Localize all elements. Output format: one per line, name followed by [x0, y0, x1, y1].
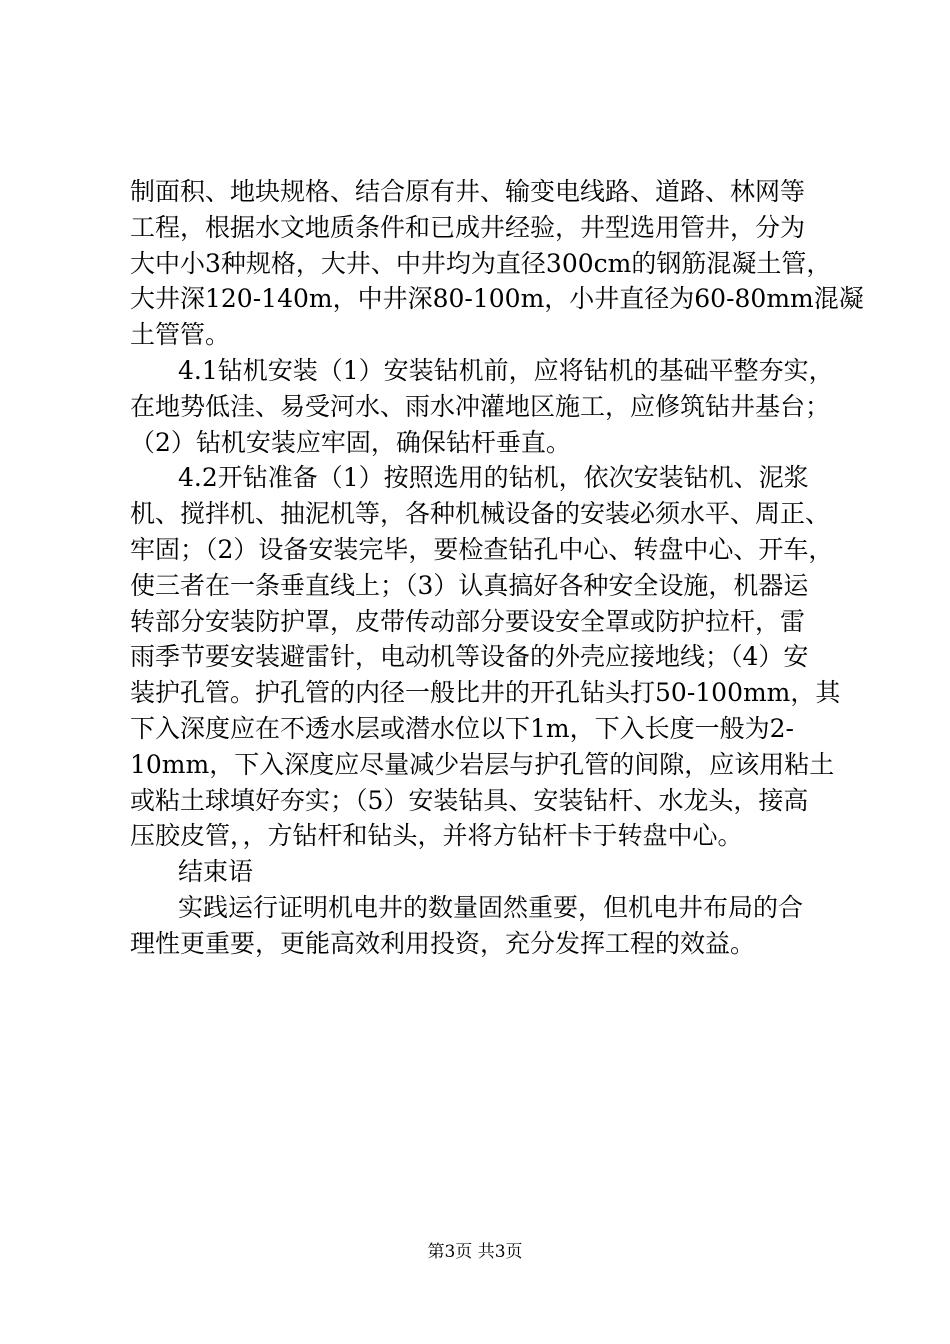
body-line: 下入深度应在不透水层或潜水位以下1m，下入长度一般为2-: [130, 713, 794, 743]
paragraph-start-line: 4.1钻机安装（1）安装钻机前，应将钻机的基础平整夯实，: [178, 355, 834, 385]
body-line: 大中小3种规格，大井、中井均为直径300cm的钢筋混凝土管，: [130, 248, 832, 278]
body-line: 10mm，下入深度应尽量减少岩层与护孔管的间隙，应该用粘土: [130, 749, 835, 779]
body-line: 牢固；（2）设备安装完毕，要检查钻孔中心、转盘中心、开车，: [130, 534, 834, 564]
body-line: 在地势低洼、易受河水、雨水冲灌地区施工，应修筑钻井基台；: [130, 391, 831, 421]
body-line: （2）钻机安装应牢固，确保钻杆垂直。: [130, 427, 571, 457]
body-line: 制面积、地块规格、结合原有井、输变电线路、道路、林网等: [130, 177, 806, 206]
body-line: 土管管。: [130, 320, 231, 350]
body-line: 工程，根据水文地质条件和已成井经验，井型选用管井，分为: [130, 212, 806, 242]
body-line: 或粘土球填好夯实；（5）安装钻具、安装钻杆、水龙头，接高: [130, 785, 809, 815]
body-line: 压胶皮管，，方钻杆和钻头，并将方钻杆卡于转盘中心。: [130, 821, 743, 851]
document-body: [130, 174, 864, 962]
body-line: 雨季节要安装避雷针，电动机等设备的外壳应接地线；（4）安: [130, 642, 809, 672]
body-line: 转部分安装防护罩，皮带传动部分要设安全罩或防护拉杆，雷: [130, 606, 806, 636]
paragraph-start-line: 4.2开钻准备（1）按照选用的钻机，依次安装钻机、泥浆: [178, 463, 809, 493]
page-footer: 第3页 共3页: [427, 1242, 523, 1262]
body-line: 大井深120-140m，中井深80-100m，小井直径为60-80mm混凝: [130, 284, 864, 314]
section-heading: 结束语: [178, 857, 254, 887]
body-line: 理性更重要，更能高效利用投资，充分发挥工程的效益。: [130, 928, 756, 958]
body-line: 机、搅拌机、抽泥机等，各种机械设备的安装必须水平、周正、: [130, 499, 831, 529]
body-line: 装护孔管。护孔管的内径一般比井的开孔钻头打50-100mm，其: [130, 678, 841, 708]
body-line: 使三者在一条垂直线上；（3）认真搞好各种安全设施，机器运: [130, 570, 809, 600]
paragraph-start-line: 实践运行证明机电井的数量固然重要，但机电井布局的合: [178, 892, 804, 922]
